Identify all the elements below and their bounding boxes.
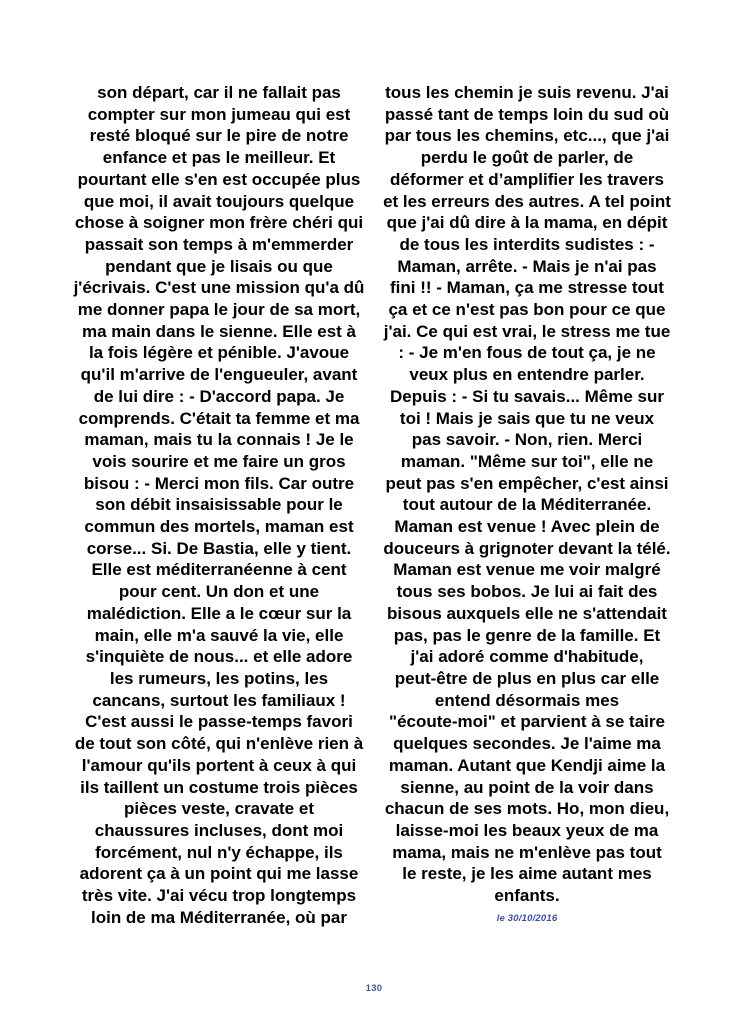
text-line: j'écrivais. C'est une mission qu'a dû [73,278,365,298]
page-number: 130 [365,983,383,994]
text-line: Maman, arrête. - Mais je n'ai pas [397,256,657,276]
text-line: l'amour qu'ils portent à ceux à qui [81,755,357,775]
text-line: pas, pas le genre de la famille. Et [393,625,661,645]
text-line: s'inquiète de nous... et elle adore [85,647,353,667]
text-line: passait son temps à m'emmerder [84,234,354,254]
text-line: commun des mortels, maman est [84,517,354,537]
text-column-left [72,82,366,928]
text-line: maman, mais tu la connais ! Je le [84,430,354,450]
text-line: main, elle m'a sauvé la vie, elle [94,625,344,645]
text-line: mama, mais ne m'enlève pas tout [392,842,662,862]
text-line: j'ai adoré comme d'habitude, [410,647,644,667]
text-line: et les erreurs des autres. A tel point [383,191,671,211]
text-line: comprends. C'était ta femme et ma [78,408,360,428]
text-line: très vite. J'ai vécu trop longtemps [81,886,357,906]
text-line: vois sourire et me faire un gros [92,451,346,471]
text-line: : - Je m'en fous de tout ça, je ne [398,343,656,363]
text-line: la fois légère et pénible. J'avoue [88,343,350,363]
text-line: de tous les interdits sudistes : - [399,234,655,254]
text-line: j'ai. Ce qui est vrai, le stress me tue [383,321,671,341]
text-line: tous ses bobos. Je lui ai fait des [396,582,658,602]
text-line: perdu le goût de parler, de [420,148,634,168]
text-column-right-lines [381,82,673,907]
text-line: me donner papa le jour de sa mort, [77,300,361,320]
text-line: adorent ça à un point qui me lasse [79,864,359,884]
text-line: maman. Autant que Kendji aime la [388,755,666,775]
text-line: ils taillent un costume trois pièces [80,777,358,797]
text-line: pendant que je lisais ou que [105,256,333,276]
text-line: de tout son côté, qui n'enlève rien à [74,734,364,754]
text-line: fini !! - Maman, ça me stresse tout [390,278,664,298]
text-line: corse... Si. De Bastia, elle y tient. [86,538,352,558]
text-line: cancans, surtout les familiaux ! [92,690,346,710]
text-line: chose à soigner mon frère chéri qui [74,213,364,233]
text-line: tous les chemin je suis revenu. J'ai [385,83,669,102]
text-line: déformer et d’amplifier les travers [389,169,664,189]
text-line: chaussures incluses, dont moi [94,820,344,840]
text-line: entend désormais mes [434,690,620,710]
text-line: Depuis : - Si tu savais... Même sur [390,386,664,406]
text-line: loin de ma Méditerranée, où par [90,907,347,927]
text-line: de lui dire : - D'accord papa. Je [93,386,345,406]
text-line: que j'ai dû dire à la mama, en dépit [386,213,668,233]
text-line: Maman est venue ! Avec plein de [394,517,660,537]
text-line: quelques secondes. Je l'aime ma [393,734,661,754]
text-line: pas savoir. - Non, rien. Merci [411,430,643,450]
text-line: qu'il m'arrive de l'engueuler, avant [80,365,358,385]
text-line: bisous auxquels elle ne s'attendait [387,603,667,623]
text-line: pourtant elle s'en est occupée plus [77,169,361,189]
text-line: ça et ce n'est pas bon pour ce que [388,300,666,320]
text-line: compter sur mon jumeau qui est [87,104,351,124]
text-line: maman. "Même sur toi", elle ne [400,451,654,471]
text-line: pièces veste, cravate et [124,799,314,819]
text-line: forcément, nul n'y échappe, ils [95,842,343,862]
text-line: C'est aussi le passe-temps favori [85,712,353,732]
text-line: peut pas s'en empêcher, c'est ainsi [385,473,669,493]
text-line: bisou : - Merci mon fils. Car outre [83,473,355,493]
date-stamp: le 30/10/2016 [496,912,558,924]
text-line: pour cent. Un don et une [118,582,320,602]
text-line: sienne, au point de la voir dans [400,777,654,797]
text-line: laisse-moi les beaux yeux de ma [395,820,659,840]
text-column-right [381,82,673,925]
text-line: Maman est venue me voir malgré [393,560,661,580]
text-line: douceurs à grignoter devant la télé. [383,538,671,558]
text-line: malédiction. Elle a le cœur sur la [86,603,352,623]
text-line: son débit insaisissable pour le [95,495,343,515]
text-line: passé tant de temps loin du sud où [384,104,670,124]
text-line: que moi, il avait toujours quelque [83,191,355,211]
text-line: les rumeurs, les potins, les [109,668,329,688]
text-line: veux plus en entendre parler. [409,365,645,385]
text-line: le reste, je les aime autant mes [402,864,652,884]
text-line: enfance et pas le meilleur. Et [102,148,336,168]
text-line: ma main dans le sienne. Elle est à [81,321,356,341]
text-line: chacun de ses mots. Ho, mon dieu, [384,799,670,819]
text-line: son départ, car il ne fallait pas [97,83,341,102]
text-line: tout autour de la Méditerranée. [402,495,652,515]
text-line: peut-être de plus en plus car elle [394,668,660,688]
text-line: Elle est méditerranéenne à cent [91,560,347,580]
text-line: par tous les chemins, etc..., que j'ai [384,126,670,146]
text-line: "écoute-moi" et parvient à se taire [389,712,665,732]
text-line: enfants. [494,886,560,906]
text-line: toi ! Mais je sais que tu ne veux [399,408,655,428]
text-line: resté bloqué sur le pire de notre [89,126,349,146]
